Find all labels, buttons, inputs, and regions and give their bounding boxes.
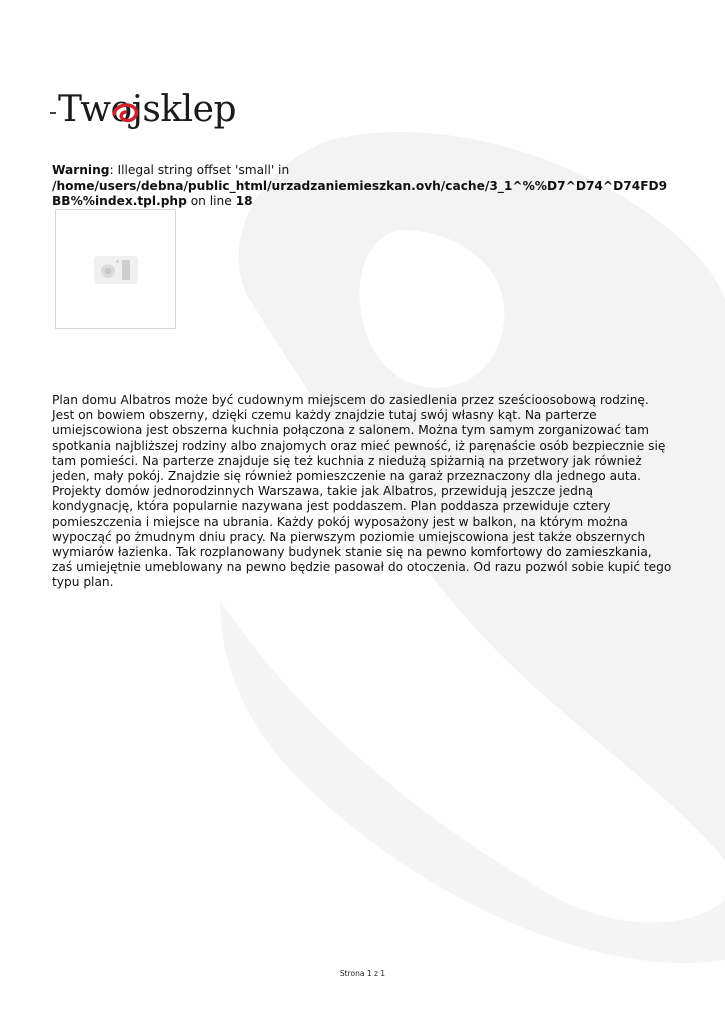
logo-dash	[50, 112, 56, 114]
description-line: spotkania najbliższej rodziny albo znajomych oraz mieć pewność, iż paręnaście osób bezpiecznie się	[52, 438, 666, 453]
description-line: wypocząć po żmudnym dniu pracy. Na pierwszym poziomie umiejscowiona jest także obszernych	[52, 529, 646, 544]
description-line: wymiarów łazienka. Tak rozplanowany budynek stanie się na pewno komfortowy do zamieszkania,	[52, 545, 652, 560]
logo-swirl-icon	[110, 100, 140, 126]
description-line: zaś umiejętnie umeblowany na pewno będzie pasował do otoczenia. Od razu pozwól sobie kupić tego	[52, 560, 672, 575]
description-line: Jest on bowiem obszerny, dzięki czemu każdy znajdzie tutaj swój własny kąt. Na parterze	[52, 408, 597, 423]
warning-line-number: 18	[235, 194, 253, 208]
product-image-placeholder[interactable]	[55, 209, 176, 329]
page-footer: Strona 1 z 1	[339, 969, 386, 978]
description-line: umiejscowiona jest obszerna kuchnia połączona z salonem. Można tym samym zorganizować tam	[52, 423, 650, 438]
description-line: pomieszczenia i miejsce na ubrania. Każdy pokój wyposażony jest w balkon, na którym można	[52, 514, 628, 529]
product-description	[52, 393, 682, 591]
php-warning	[52, 163, 692, 210]
description-line: jeden, mały pokój. Znajdzie się również pomieszczenie na garaż przeznaczony dla jednego auta.	[52, 469, 641, 484]
warning-label: Warning	[52, 163, 110, 177]
description-line: kondygnację, która popularnie nazywana jest poddaszem. Plan poddasza przewiduje cztery	[52, 499, 611, 514]
warning-path-line2: BB%%index.tpl.php	[52, 194, 187, 208]
description-line: Projekty domów jednorodzinnych Warszawa, takie jak Albatros, przewidują jeszcze jedną	[52, 484, 594, 499]
description-line: tam pomieści. Na parterze znajduje się też kuchnia z niedużą spiżarnią na przetwory jak również	[52, 453, 642, 468]
description-line: typu plan.	[52, 575, 114, 590]
warning-on-line: on line	[186, 194, 236, 208]
image-placeholder-icon	[90, 248, 142, 292]
warning-path-line1: /home/users/debna/public_html/urzadzaniemieszkan.ovh/cache/3_1^%%D7^D74^D74FD9	[52, 178, 668, 193]
warning-message: : Illegal string offset 'small' in	[109, 163, 290, 177]
description-line: Plan domu Albatros może być cudownym miejscem do zasiedlenia przez sześcioosobową rodzinę.	[52, 393, 649, 407]
store-logo[interactable]	[50, 86, 250, 136]
logo-wordmark: Twojsklep	[58, 89, 237, 130]
